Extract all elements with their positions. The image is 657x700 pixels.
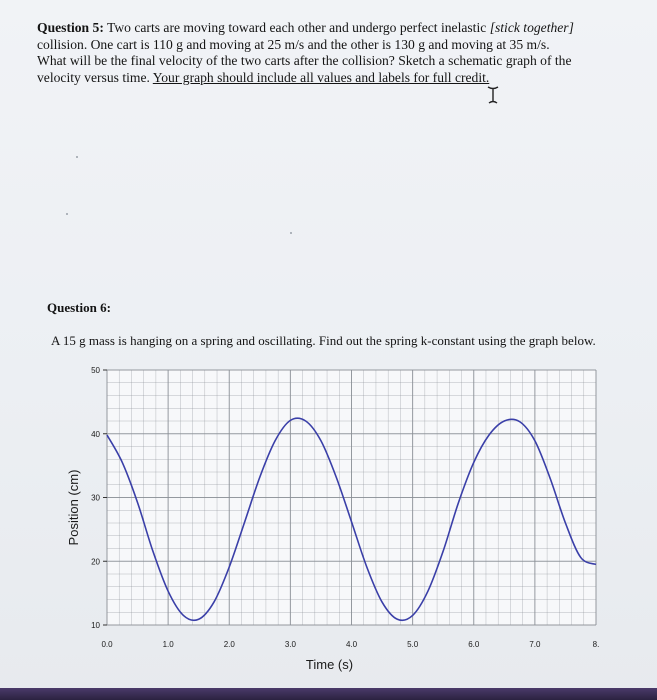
- question-5-line-2: collision. One cart is 110 g and moving at 25 m/s and the other is 130 g and moving at 35 m/s.: [37, 36, 550, 52]
- x-tick-label: 0.0: [101, 640, 113, 649]
- dust-speck: [66, 213, 68, 215]
- x-tick-label: 5.0: [407, 640, 419, 649]
- x-tick-label: 4.0: [345, 640, 358, 649]
- y-axis-label: Position (cm): [66, 469, 81, 546]
- x-tick-label: 8.: [592, 640, 600, 649]
- x-axis-label: Time (s): [305, 657, 354, 672]
- question-6-text: A 15 g mass is hanging on a spring and oscillating. Find out the spring k-constant using the graph below.: [51, 333, 596, 348]
- question-5-label: Question 5:: [37, 20, 104, 35]
- x-tick-label: 3.0: [284, 640, 296, 649]
- x-tick-label: 1.0: [162, 640, 174, 649]
- question-5-line-1: [37, 20, 637, 37]
- question-5-note: [stick together]: [489, 20, 574, 35]
- y-tick-label: 30: [91, 493, 100, 503]
- x-tick-label: 6.0: [468, 640, 480, 649]
- text-cursor-icon: [486, 86, 500, 104]
- question-5-line-4: [37, 70, 637, 87]
- y-tick-label: 20: [91, 557, 100, 567]
- position-time-chart: [0, 355, 657, 685]
- dust-speck: [76, 156, 78, 158]
- y-tick-label: 10: [91, 621, 100, 630]
- question-6-label: Question 6:: [47, 300, 111, 315]
- question-5-text-1: Two carts are moving toward each other and undergo perfect inelastic: [107, 20, 487, 35]
- question-5-line-3: What will be the final velocity of the two carts after the collision? Sketch a schematic graph of the: [37, 53, 572, 68]
- x-tick-label: 2.0: [223, 640, 235, 649]
- chart-grid: [107, 370, 596, 625]
- dust-speck: [290, 232, 292, 234]
- y-tick-label: 50: [91, 366, 100, 375]
- question-5-block: [37, 20, 637, 86]
- question-5-credit-note: Your graph should include all values and labels for full credit.: [152, 69, 490, 85]
- question-5-text-4: velocity versus time.: [37, 69, 150, 85]
- x-tick-label: 7.0: [529, 640, 541, 649]
- y-tick-label: 40: [91, 429, 100, 439]
- window-bottom-bar: [0, 688, 657, 700]
